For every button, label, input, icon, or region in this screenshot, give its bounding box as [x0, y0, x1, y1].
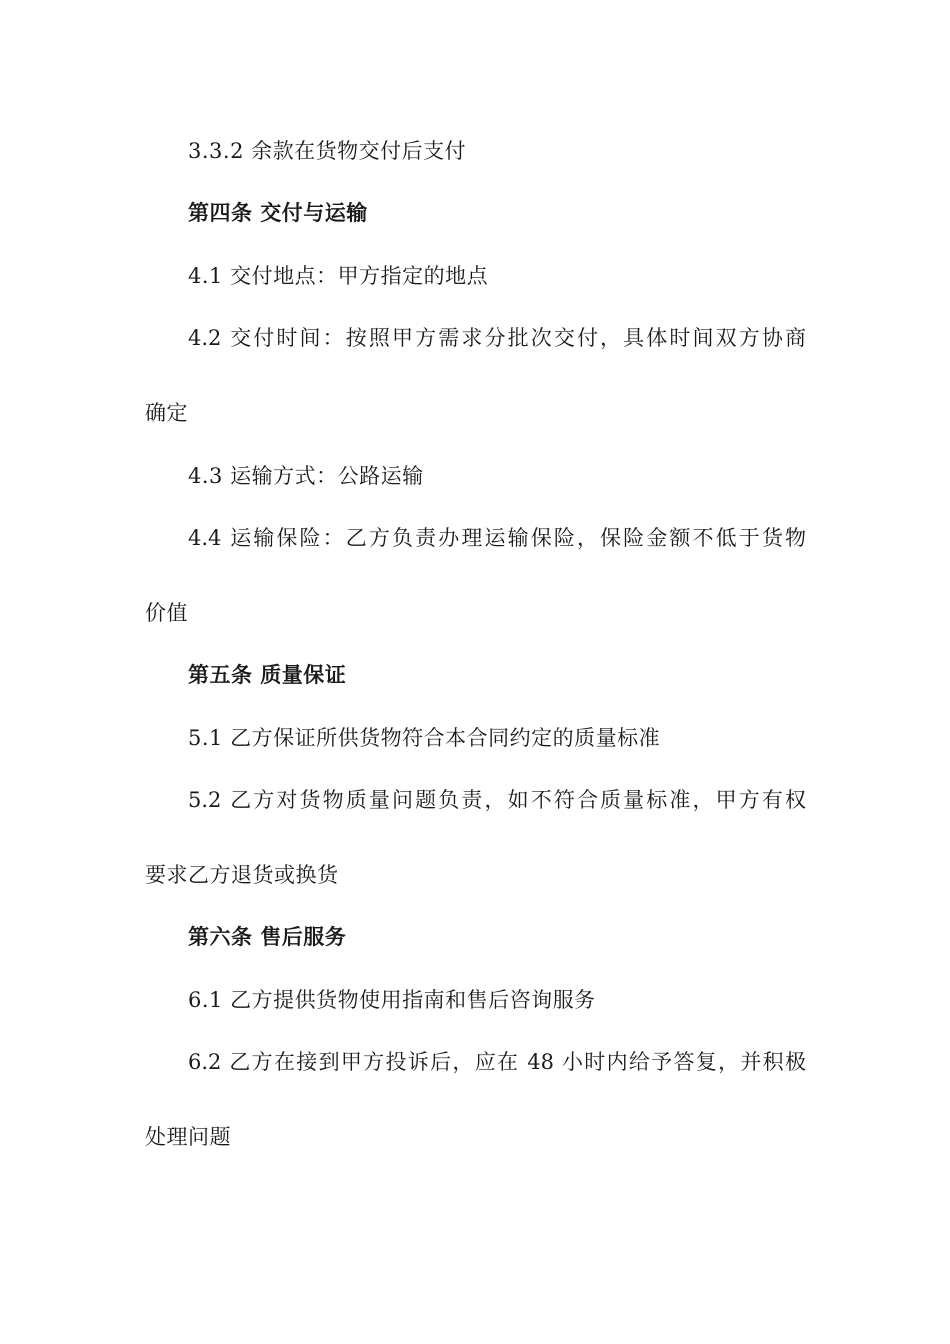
article-6-heading: 第六条 售后服务 [188, 924, 347, 949]
clause-5-1: 5.1 乙方保证所供货物符合本合同约定的质量标准 [188, 726, 661, 750]
clause-5-2-line-2: 要求乙方退货或换货 [145, 863, 339, 887]
clause-4-3: 4.3 运输方式：公路运输 [188, 464, 424, 488]
clause-3-3-2: 3.3.2 余款在货物交付后支付 [188, 139, 467, 163]
clause-4-1: 4.1 交付地点：甲方指定的地点 [188, 264, 489, 288]
clause-6-2-line-1: 6.2 乙方在接到甲方投诉后，应在 48 小时内给予答复，并积极 [188, 1050, 806, 1074]
article-5-heading: 第五条 质量保证 [188, 662, 347, 687]
clause-5-2-line-1: 5.2 乙方对货物质量问题负责，如不符合质量标准，甲方有权 [188, 788, 806, 812]
clause-6-2-line-2: 处理问题 [145, 1125, 231, 1149]
clause-4-2-line-1: 4.2 交付时间：按照甲方需求分批次交付，具体时间双方协商 [188, 326, 806, 350]
clause-6-1: 6.1 乙方提供货物使用指南和售后咨询服务 [188, 988, 596, 1012]
clause-4-4-line-1: 4.4 运输保险：乙方负责办理运输保险，保险金额不低于货物 [188, 526, 806, 550]
clause-4-4-line-2: 价值 [145, 601, 188, 625]
clause-4-2-line-2: 确定 [145, 401, 188, 425]
article-4-heading: 第四条 交付与运输 [188, 200, 368, 225]
